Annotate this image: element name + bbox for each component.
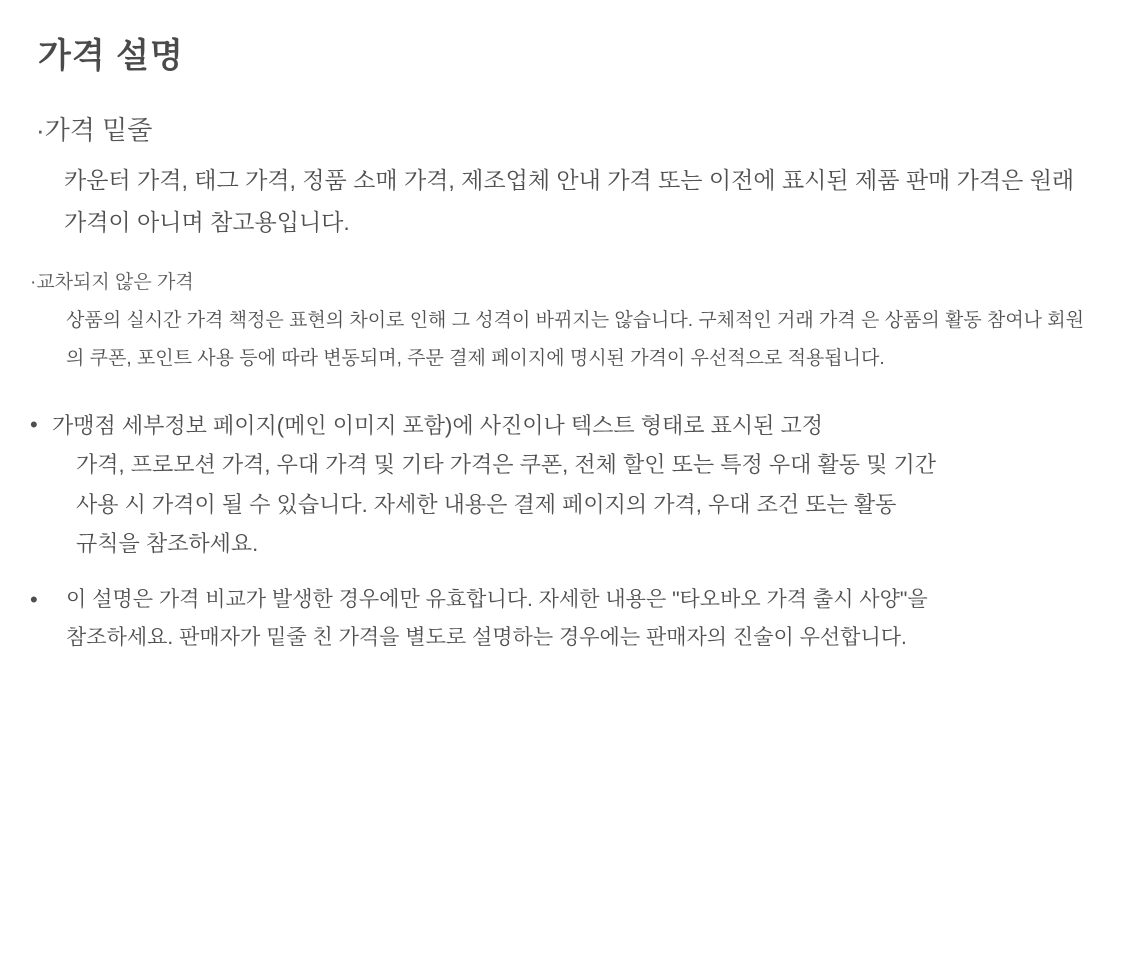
bullet-line: 규칙을 참조하세요. <box>76 530 259 556</box>
paragraph-line: 상품의 실시간 가격 책정은 표현의 차이로 인해 그 성격이 바뀌지는 않습니다. 구체적인 거래 가격 <box>66 310 856 332</box>
section-heading-underlined-price: ·가격 밑줄 <box>36 115 153 146</box>
bullet-line: 참조하세요. 판매자가 밑줄 친 가격을 별도로 설명하는 경우에는 판매자의 진술이 우선합니다. <box>66 626 907 650</box>
bullet-text-price-comparison <box>44 581 1085 657</box>
bullet-marker-icon: • <box>30 412 38 438</box>
bullet-line: 가맹점 세부정보 페이지(메인 이미지 포함)에 사진이나 텍스트 형태로 표시된 고정 <box>52 413 823 439</box>
paragraph-line: 은 상품의 활동 참여나 회원의 쿠폰, 포인트 사용 등에 따라 변동되며, 주문 결제 페이지에 명시된 <box>66 310 1085 370</box>
bullet-line: 이 설명은 가격 비교가 발생한 경우에만 유효합니다. 자세한 내용은 "타오바오 가격 출시 사양"을 <box>66 587 928 611</box>
paragraph-line: 가격이 우선적으로 적용됩니다. <box>630 348 885 370</box>
bullet-item-price-comparison <box>30 581 1085 657</box>
section-paragraph-underlined-price: 카운터 가격, 태그 가격, 정품 소매 가격, 제조업체 안내 가격 또는 이전에 표시된 제품 판매 가격은 원래 가격이 아니며 참고용입니다. <box>64 166 1075 236</box>
bullet-text-merchant-detail <box>52 406 1085 563</box>
section-paragraph-non-crossed-price <box>30 302 1085 378</box>
section-underlined-price <box>30 112 1085 243</box>
bullet-item-merchant-detail <box>30 406 1085 563</box>
section-non-crossed-price <box>30 270 1085 379</box>
bullet-marker-icon: • <box>30 586 38 612</box>
bullet-line: 사용 시 가격이 될 수 있습니다. 자세한 내용은 결제 페이지의 가격, 우대 조건 또는 활동 <box>76 491 897 517</box>
bullet-line: 가격, 프로모션 가격, 우대 가격 및 기타 가격은 쿠폰, 전체 할인 또는 특정 우대 활동 및 기간 <box>76 452 936 478</box>
page-title: 가격 설명 <box>38 37 184 75</box>
section-heading-non-crossed-price: ·교차되지 않은 가격 <box>30 271 194 293</box>
